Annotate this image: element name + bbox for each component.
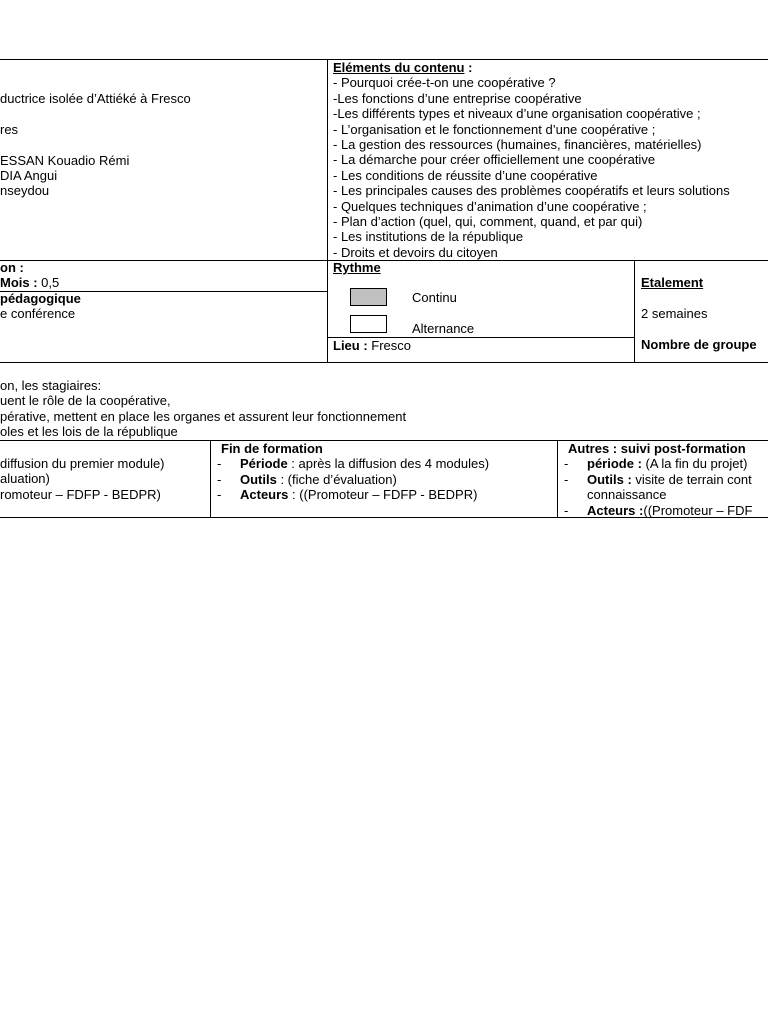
contenu-colon: : — [464, 60, 473, 75]
contenu-heading — [333, 60, 768, 75]
bullet: - — [217, 456, 222, 472]
table-border-col-fin — [210, 440, 211, 518]
table-border-col1 — [327, 59, 328, 363]
methode-label-text: pédagogique — [0, 291, 81, 306]
lieu-label: Lieu : — [333, 338, 368, 353]
etalement-heading — [641, 275, 768, 290]
groupes-heading — [641, 337, 768, 352]
autres-acteurs-row — [564, 503, 768, 518]
blank-line — [641, 290, 768, 305]
methode-cell — [0, 291, 325, 322]
autres-outils-cont: connaissance — [587, 487, 667, 503]
autres-title: Autres : suivi post-formation — [568, 441, 746, 456]
alternance-label: Alternance — [412, 321, 475, 336]
fin-periode-value: : après la diffusion des 4 modules) — [287, 456, 490, 472]
fin-outils-value: : (fiche d’évaluation) — [276, 471, 397, 487]
fin-acteurs-label: Acteurs — [240, 487, 289, 503]
contenu-item: - Les institutions de la république — [333, 229, 524, 245]
contenu-item: - Plan d’action (quel, qui, comment, quand, et par qui) — [333, 213, 643, 229]
objectifs-line: oles et les lois de la république — [0, 424, 178, 440]
mois-value: 0,5 — [37, 275, 60, 291]
continu-checkbox[interactable] — [350, 288, 387, 306]
contenu-item: - Quelques techniques d’animation d’une coopérative ; — [333, 198, 647, 214]
fin-outils-label: Outils — [240, 471, 277, 487]
objectifs-cell — [0, 378, 768, 440]
fin-outils-row — [217, 472, 555, 487]
lieu-line — [333, 338, 633, 353]
duree-mois — [0, 275, 325, 290]
fin-formation-title: Fin de formation — [221, 441, 323, 456]
continu-label: Continu — [412, 290, 457, 305]
contenu-item: - La gestion des ressources (humaines, financières, matérielles) — [333, 136, 702, 152]
eval-left-cell — [0, 456, 209, 502]
fin-formation-cell — [217, 441, 555, 503]
etalement-value: 2 semaines — [641, 305, 708, 321]
autres-periode-row — [564, 456, 768, 471]
contenu-item: - Pourquoi crée-t-on une coopérative ? — [333, 75, 556, 91]
autres-cell — [564, 441, 768, 518]
duree-title-text: on : — [0, 260, 24, 275]
contenu-item: - Les principales causes des problèmes coopératifs et leurs solutions — [333, 183, 730, 199]
bullet: - — [564, 456, 569, 472]
bullet: - — [564, 471, 569, 487]
contenu-item: - Droits et devoirs du citoyen — [333, 244, 498, 260]
duree-title — [0, 260, 325, 275]
contenu-item: - L’organisation et le fonctionnement d’une coopérative ; — [333, 121, 656, 137]
table-border-col-autres — [557, 440, 558, 518]
table-border-col-etalement — [634, 260, 635, 363]
upper-left-line: ductrice isolée d’Attiéké à Fresco — [0, 91, 191, 106]
autres-outils-label: Outils : — [587, 471, 632, 487]
eval-left-line: diffusion du premier module) — [0, 456, 165, 471]
autres-outils-value: visite de terrain cont — [631, 471, 752, 487]
contenu-title: Eléments du contenu — [333, 60, 465, 75]
mois-label: Mois : — [0, 275, 38, 291]
lieu-value: Fresco — [367, 338, 412, 353]
fin-periode-label: Période — [240, 456, 288, 472]
autres-periode-label: période : — [587, 456, 642, 472]
methode-label — [0, 291, 325, 306]
rythme-cell — [333, 260, 633, 275]
duree-cell — [0, 260, 325, 291]
eval-left-line: romoteur – FDFP - BEDPR) — [0, 486, 161, 502]
blank-line — [0, 106, 325, 121]
contenu-item: -Les fonctions d’une entreprise coopérative — [333, 90, 582, 106]
fin-periode-row — [217, 456, 555, 471]
alternance-checkbox[interactable] — [350, 315, 387, 333]
objectifs-line: uent le rôle de la coopérative, — [0, 393, 171, 409]
upper-left-line: res — [0, 121, 19, 137]
blank-line — [641, 321, 768, 336]
autres-heading — [564, 441, 768, 456]
rythme-title: Rythme — [333, 260, 381, 275]
objectifs-line: on, les stagiaires: — [0, 378, 102, 393]
etalement-title: Etalement — [641, 275, 704, 290]
contenu-item: - Les conditions de réussite d’une coopérative — [333, 167, 598, 183]
methode-value: e conférence — [0, 306, 76, 322]
contenu-item: - La démarche pour créer officiellement une coopérative — [333, 152, 656, 168]
autres-acteurs-label: Acteurs : — [587, 502, 644, 518]
fin-formation-heading — [217, 441, 555, 456]
lieu-row — [333, 338, 633, 353]
upper-left-line: DIA Angui — [0, 167, 58, 183]
contenu-item: -Les différents types et niveaux d’une organisation coopérative ; — [333, 106, 701, 122]
upper-left-line: nseydou — [0, 183, 50, 199]
bullet: - — [217, 471, 222, 487]
autres-acteurs-value: ((Promoteur – FDF — [643, 502, 753, 518]
upper-left-line: ESSAN Kouadio Rémi — [0, 152, 130, 168]
objectifs-line: pérative, mettent en place les organes et assurent leur fonctionnement — [0, 408, 407, 424]
bullet: - — [564, 502, 569, 518]
fin-acteurs-row — [217, 487, 555, 502]
etalement-cell — [641, 275, 768, 352]
autres-periode-value: (A la fin du projet) — [641, 456, 748, 472]
contenu-cell — [333, 60, 768, 260]
eval-left-line: aluation) — [0, 471, 50, 487]
table-border-row2 — [0, 362, 768, 363]
bullet: - — [217, 487, 222, 503]
rythme-heading — [333, 260, 633, 275]
upper-left-cell — [0, 91, 325, 199]
fin-acteurs-value: : ((Promoteur – FDFP - BEDPR) — [288, 487, 478, 503]
autres-outils-row — [564, 472, 768, 487]
groupes-label: Nombre de groupe — [641, 336, 757, 352]
blank-line — [0, 137, 325, 152]
